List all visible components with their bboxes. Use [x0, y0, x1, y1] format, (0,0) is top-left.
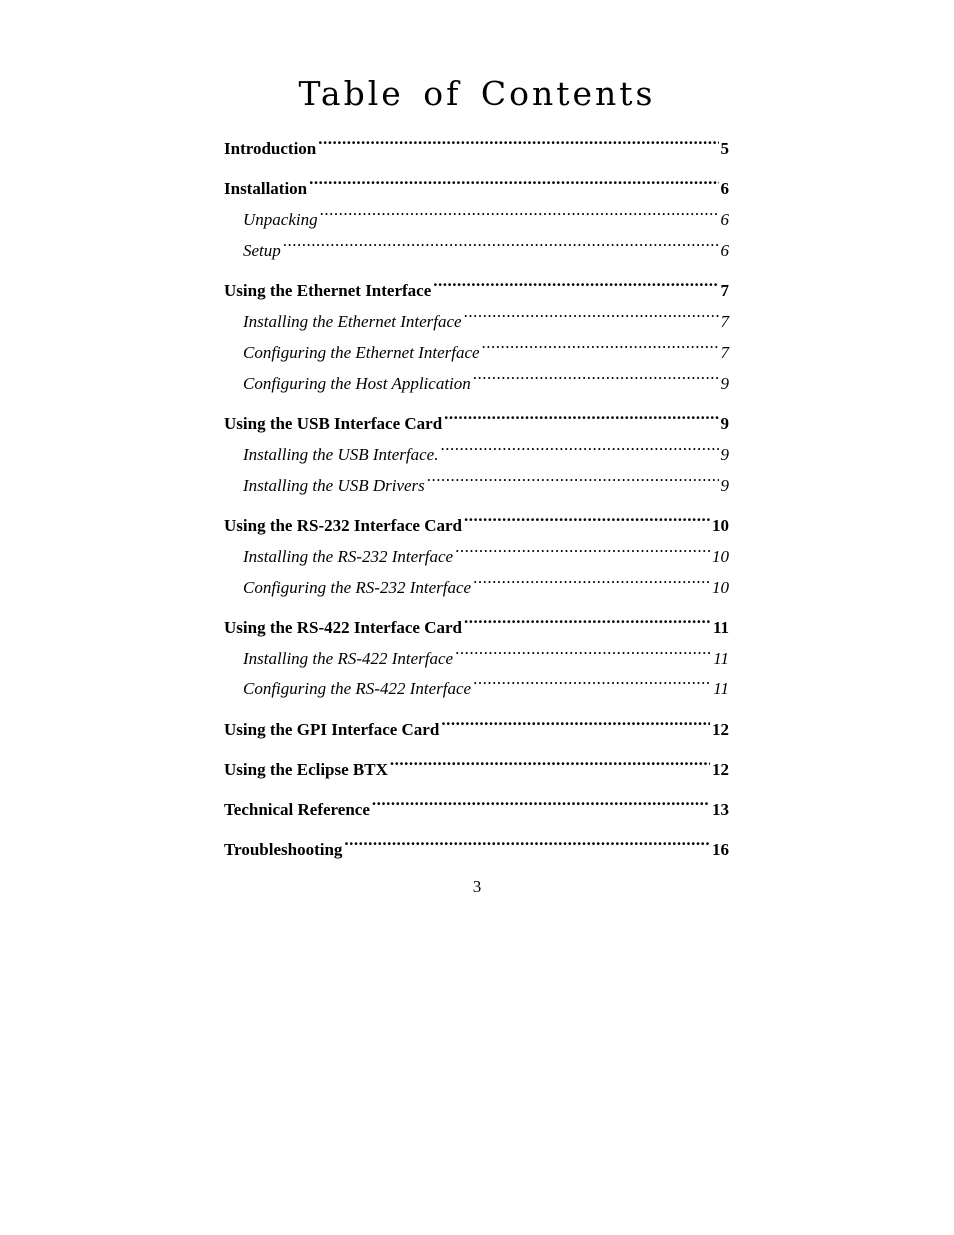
dot-leader — [344, 833, 710, 855]
dot-leader — [444, 407, 718, 429]
toc-subentry-installing-rs422[interactable] — [243, 642, 729, 668]
toc-subentry-configuring-rs232[interactable] — [243, 571, 729, 597]
toc-entry-page: 9 — [720, 414, 729, 433]
toc-entry-label: Setup — [243, 241, 281, 260]
toc-subentry-installing-rs232[interactable] — [243, 540, 729, 566]
dot-leader — [464, 611, 711, 633]
toc-entry-label: Configuring the RS-232 Interface — [243, 578, 472, 597]
toc-entry-label: Using the USB Interface Card — [224, 414, 443, 433]
dot-leader — [433, 274, 718, 296]
toc-entry-page: 9 — [720, 445, 729, 464]
toc-entry-label: Installing the RS-232 Interface — [243, 547, 454, 566]
dot-leader — [441, 713, 710, 735]
dot-leader — [309, 172, 718, 194]
toc-entry-label: Configuring the Host Application — [243, 374, 471, 393]
toc-entry-page: 13 — [712, 800, 729, 819]
dot-leader — [473, 367, 719, 389]
toc-entry-label: Introduction — [224, 139, 317, 158]
toc-subentry-configuring-host[interactable] — [243, 367, 729, 393]
toc-entry-rs232-interface[interactable] — [224, 509, 729, 535]
toc-entry-eclipse-btx[interactable] — [224, 753, 729, 779]
toc-entry-page: 10 — [712, 578, 729, 597]
dot-leader — [455, 540, 710, 562]
toc-entry-page: 9 — [720, 374, 729, 393]
dot-leader — [464, 509, 710, 531]
toc-entry-page: 9 — [720, 476, 729, 495]
toc-entry-label: Installing the Ethernet Interface — [243, 312, 462, 331]
toc-entry-label: Installation — [224, 179, 308, 198]
toc-subentry-installing-usb[interactable] — [243, 438, 729, 464]
dot-leader — [440, 438, 718, 460]
dot-leader — [482, 336, 719, 358]
toc-entry-page: 11 — [713, 679, 729, 698]
toc-entry-ethernet-interface[interactable] — [224, 274, 729, 300]
dot-leader — [473, 571, 710, 593]
toc-entry-introduction[interactable] — [224, 132, 729, 158]
toc-entry-page: 10 — [712, 516, 729, 535]
toc-entry-label: Configuring the Ethernet Interface — [243, 343, 480, 362]
toc-entry-label: Using the RS-422 Interface Card — [224, 618, 462, 637]
toc-subentry-configuring-rs422[interactable] — [243, 672, 729, 698]
dot-leader — [464, 305, 719, 327]
toc-subentry-configuring-ethernet[interactable] — [243, 336, 729, 362]
toc-subentry-usb-drivers[interactable] — [243, 469, 729, 495]
toc-entry-usb-interface[interactable] — [224, 407, 729, 433]
dot-leader — [283, 234, 719, 256]
toc-entry-page: 12 — [712, 720, 729, 739]
toc-entry-troubleshooting[interactable] — [224, 833, 729, 859]
toc-entry-gpi-interface[interactable] — [224, 713, 729, 739]
toc-entry-page: 11 — [712, 618, 729, 637]
page-title: Table of Contents — [298, 74, 656, 113]
toc-entry-label: Troubleshooting — [224, 840, 343, 859]
dot-leader — [320, 203, 719, 225]
toc-entry-label: Unpacking — [243, 210, 318, 229]
toc-entry-rs422-interface[interactable] — [224, 611, 729, 637]
toc-entry-label: Using the GPI Interface Card — [224, 720, 440, 739]
page-number: 3 — [472, 877, 482, 896]
toc-entry-page: 7 — [720, 343, 729, 362]
toc-entry-label: Technical Reference — [224, 800, 370, 819]
toc-entry-page: 6 — [720, 179, 729, 198]
dot-leader — [390, 753, 710, 775]
toc-entry-page: 5 — [720, 139, 729, 158]
toc-entry-label: Installing the RS-422 Interface — [243, 649, 454, 668]
dot-leader — [318, 132, 718, 154]
toc-entry-installation[interactable] — [224, 172, 729, 198]
dot-leader — [473, 672, 711, 694]
toc-entry-page: 10 — [712, 547, 729, 566]
toc-entry-page: 7 — [720, 312, 729, 331]
toc-entry-label: Configuring the RS-422 Interface — [243, 679, 472, 698]
toc-entry-page: 6 — [720, 210, 729, 229]
toc-subentry-installing-ethernet[interactable] — [243, 305, 729, 331]
dot-leader — [427, 469, 719, 491]
toc-entry-page: 11 — [713, 649, 729, 668]
toc-entry-technical-reference[interactable] — [224, 793, 729, 819]
toc-entry-page: 7 — [720, 281, 729, 300]
toc-entry-label: Installing the USB Drivers — [243, 476, 425, 495]
toc-entry-label: Using the RS-232 Interface Card — [224, 516, 462, 535]
toc-entry-label: Using the Eclipse BTX — [224, 760, 388, 779]
toc-entry-page: 6 — [720, 241, 729, 260]
toc-entry-label: Using the Ethernet Interface — [224, 281, 432, 300]
dot-leader — [455, 642, 711, 664]
dot-leader — [372, 793, 710, 815]
toc-entry-label: Installing the USB Interface. — [243, 445, 439, 464]
toc-subentry-unpacking[interactable] — [243, 203, 729, 229]
toc-entry-page: 16 — [712, 840, 729, 859]
toc-entry-page: 12 — [712, 760, 729, 779]
toc-subentry-setup[interactable] — [243, 234, 729, 260]
